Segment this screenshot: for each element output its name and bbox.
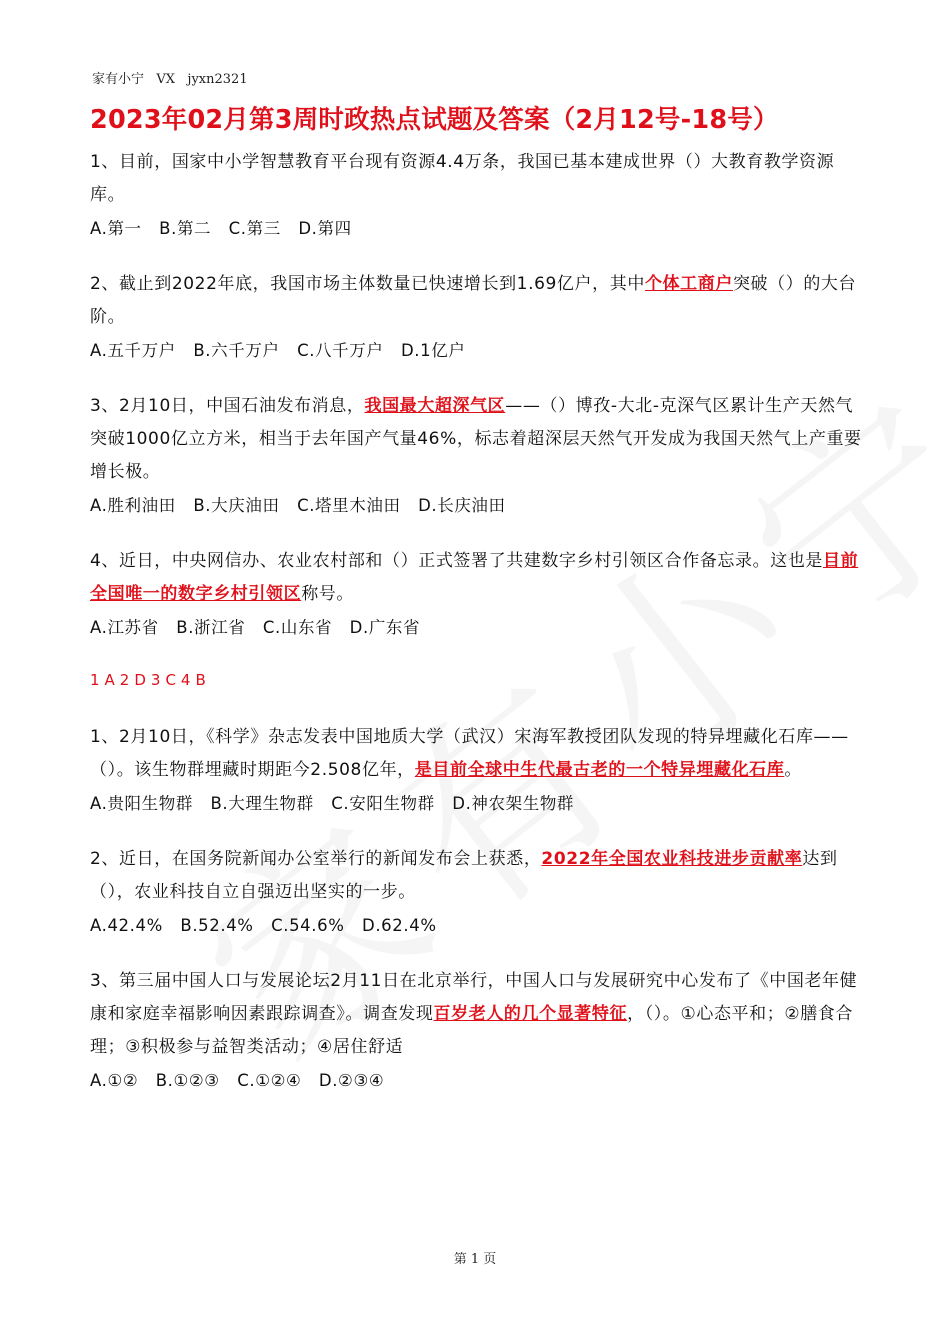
page-title: 2023年02月第3周时政热点试题及答案（2月12号-18号） bbox=[90, 105, 779, 135]
question-post: 达到（），农业科技自立自强迈出坚实的一步。 bbox=[90, 849, 838, 902]
question-section-2 bbox=[90, 721, 865, 1096]
question-pre: 3、2月10日，中国石油发布消息， bbox=[90, 396, 365, 416]
question-options: A.第一 B.第二 C.第三 D.第四 bbox=[90, 219, 352, 238]
question-pre: 4、近日，中央网信办、农业农村部和（）正式签署了共建数字乡村引领区合作备忘录。这也是 bbox=[90, 551, 824, 571]
question-options: A.42.4% B.52.4% C.54.6% D.62.4% bbox=[90, 916, 437, 935]
question-highlight: 是目前全球中生代最古老的一个特异埋藏化石库 bbox=[414, 760, 785, 780]
question-post: ——（）博孜-大北-克深气区累计生产天然气突破1000亿立方米，相当于去年国产气量46%，标志着超深层天然气开发成为我国天然气上产重要增长极。 bbox=[90, 396, 862, 482]
question-highlight: 目前全国唯一的数字乡村引领区 bbox=[90, 551, 859, 604]
question-text bbox=[90, 268, 865, 334]
question-options: A.胜利油田 B.大庆油田 C.塔里木油田 D.长庆油田 bbox=[90, 496, 506, 515]
question bbox=[90, 390, 865, 521]
answer-key: 1A2D3C4B bbox=[90, 671, 211, 689]
question-pre: 2、近日，在国务院新闻办公室举行的新闻发布会上获悉， bbox=[90, 849, 542, 869]
question-options: A.江苏省 B.浙江省 C.山东省 D.广东省 bbox=[90, 618, 421, 637]
question bbox=[90, 268, 865, 366]
question-pre: 2、截止到2022年底，我国市场主体数量已快速增长到1.69亿户，其中 bbox=[90, 274, 645, 294]
question-text bbox=[90, 545, 865, 611]
question-text bbox=[90, 721, 865, 787]
question bbox=[90, 545, 865, 643]
question-post: ，（）。①心态平和；②膳食合理；③积极参与益智类活动；④居住舒适 bbox=[90, 1004, 853, 1057]
question-post: 称号。 bbox=[301, 584, 355, 604]
question-highlight: 百岁老人的几个显著特征 bbox=[433, 1004, 628, 1024]
question-text bbox=[90, 146, 865, 212]
question bbox=[90, 843, 865, 941]
question-section-1 bbox=[90, 146, 865, 643]
question-post: 突破（）的大台阶。 bbox=[90, 274, 857, 327]
question bbox=[90, 146, 865, 244]
question-text bbox=[90, 390, 865, 489]
question-options: A.五千万户 B.六千万户 C.八千万户 D.1亿户 bbox=[90, 341, 466, 360]
question-pre: 3、第三届中国人口与发展论坛2月11日在北京举行，中国人口与发展研究中心发布了《中国老年健康和家庭幸福影响因素跟踪调查》。调查发现 bbox=[90, 971, 858, 1024]
question-pre: 1、2月10日，《科学》杂志发表中国地质大学（武汉）宋海军教授团队发现的特异埋藏化石库——（）。该生物群埋藏时期距今2.508亿年， bbox=[90, 727, 849, 780]
question-text bbox=[90, 965, 865, 1064]
question-highlight: 个体工商户 bbox=[644, 274, 733, 294]
question-text bbox=[90, 843, 865, 909]
question bbox=[90, 965, 865, 1096]
page-number: 第 1 页 bbox=[453, 1252, 497, 1267]
content bbox=[90, 146, 865, 1120]
question-options: A.①② B.①②③ C.①②④ D.②③④ bbox=[90, 1071, 385, 1090]
question bbox=[90, 721, 865, 819]
question-options: A.贵阳生物群 B.大理生物群 C.安阳生物群 D.神农架生物群 bbox=[90, 794, 575, 813]
question-pre: 1、目前，国家中小学智慧教育平台现有资源4.4万条，我国已基本建成世界（）大教育教学资源库。 bbox=[90, 152, 835, 205]
question-highlight: 2022年全国农业科技进步贡献率 bbox=[541, 849, 803, 869]
question-highlight: 我国最大超深气区 bbox=[364, 396, 506, 416]
header-contact: 家有小宁 VX jyxn2321 bbox=[92, 72, 248, 87]
question-post: 。 bbox=[784, 760, 802, 780]
